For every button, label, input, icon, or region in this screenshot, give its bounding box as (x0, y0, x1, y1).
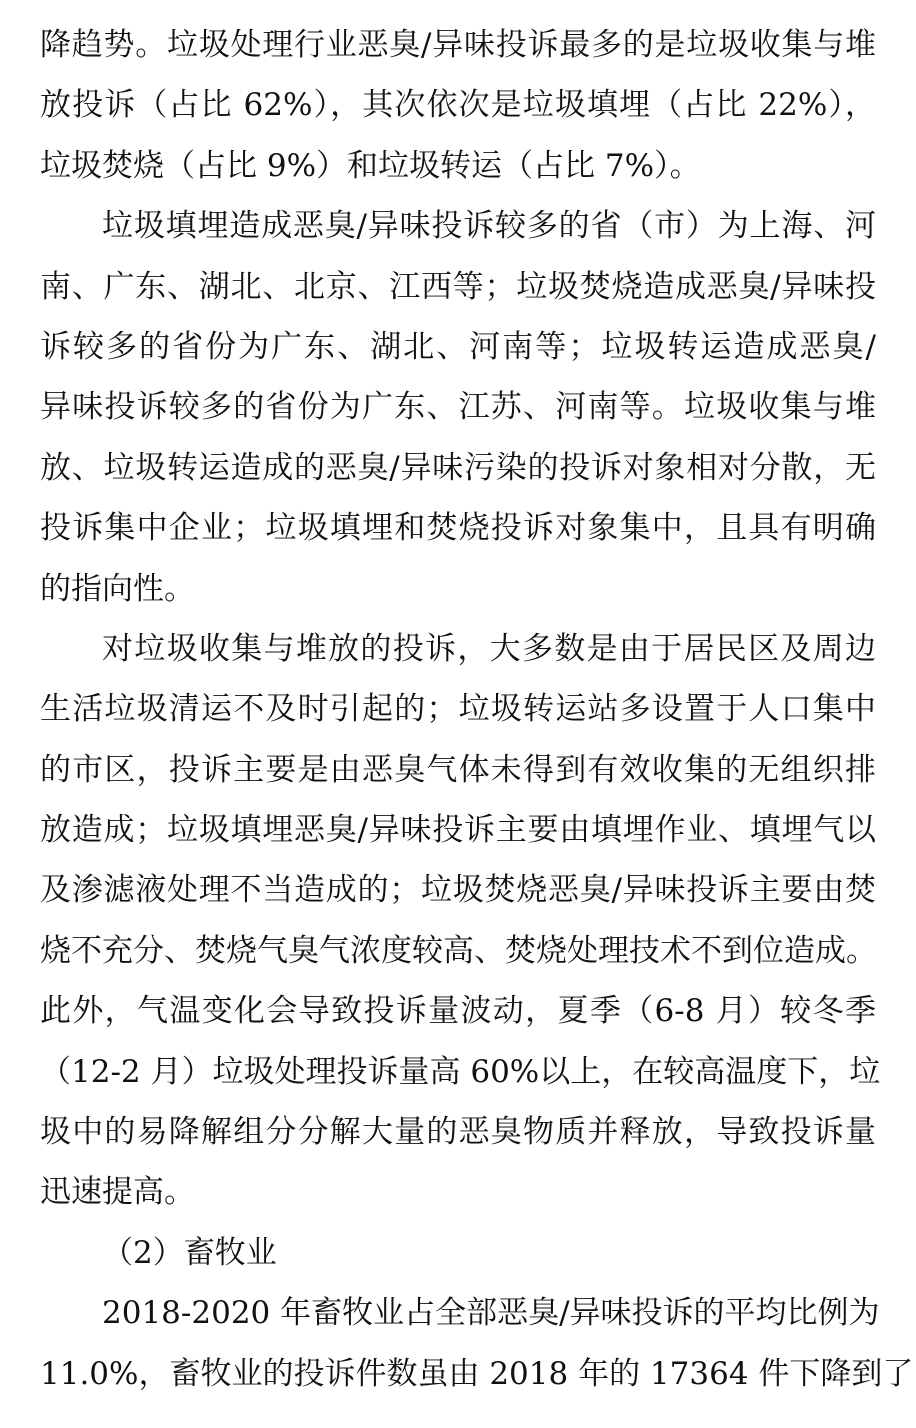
paragraph (40, 196, 876, 619)
document-page (40, 15, 914, 1404)
text-line: 放、垃圾转运造成的恶臭/异味污染的投诉对象相对分散，无 (40, 449, 876, 486)
text-line: 生活垃圾清运不及时引起的；垃圾转运站多设置于人口集中 (40, 691, 876, 728)
text-line: 南、广东、湖北、北京、江西等；垃圾焚烧造成恶臭/异味投 (40, 268, 876, 305)
text-line: 垃圾填埋造成恶臭/异味投诉较多的省（市）为上海、河 (102, 208, 876, 245)
text-line: 及渗滤液处理不当造成的；垃圾焚烧恶臭/异味投诉主要由焚 (40, 872, 876, 909)
section-heading: （2）畜牧业 (102, 1234, 277, 1271)
text-line: 的市区，投诉主要是由恶臭气体未得到有效收集的无组织排 (40, 751, 876, 788)
text-line: 此外，气温变化会导致投诉量波动，夏季（6-8 月）较冬季 (40, 993, 876, 1030)
text-line: 对垃圾收集与堆放的投诉，大多数是由于居民区及周边 (102, 630, 876, 667)
text-line: 垃圾焚烧（占比 9%）和垃圾转运（占比 7%）。 (40, 147, 701, 184)
text-line: 放投诉（占比 62%），其次依次是垃圾填埋（占比 22%）， (40, 87, 876, 124)
text-line: 的指向性。 (40, 570, 195, 607)
text-line: 投诉集中企业；垃圾填埋和焚烧投诉对象集中，且具有明确 (40, 510, 876, 547)
paragraph (40, 619, 881, 1223)
text-line: 圾中的易降解组分分解大量的恶臭物质并释放，导致投诉量 (40, 1114, 876, 1151)
text-line: 异味投诉较多的省份为广东、江苏、河南等。垃圾收集与堆 (40, 389, 876, 426)
text-line: 迅速提高。 (40, 1174, 195, 1211)
text-line: 放造成；垃圾填埋恶臭/异味投诉主要由填埋作业、填埋气以 (40, 812, 876, 849)
text-line: 11.0%，畜牧业的投诉件数虽由 2018 年的 17364 件下降到了 (40, 1355, 914, 1392)
text-line: （12-2 月）垃圾处理投诉量高 60%以上，在较高温度下，垃 (40, 1053, 881, 1090)
text-line: 2018-2020 年畜牧业占全部恶臭/异味投诉的平均比例为 (102, 1295, 880, 1332)
paragraph (40, 1283, 914, 1404)
text-line: 降趋势。垃圾处理行业恶臭/异味投诉最多的是垃圾收集与堆 (40, 27, 876, 63)
text-line: 诉较多的省份为广东、湖北、河南等；垃圾转运造成恶臭/ (40, 328, 876, 365)
paragraph (40, 15, 876, 196)
text-line: 烧不充分、焚烧气臭气浓度较高、焚烧处理技术不到位造成。 (40, 932, 877, 969)
